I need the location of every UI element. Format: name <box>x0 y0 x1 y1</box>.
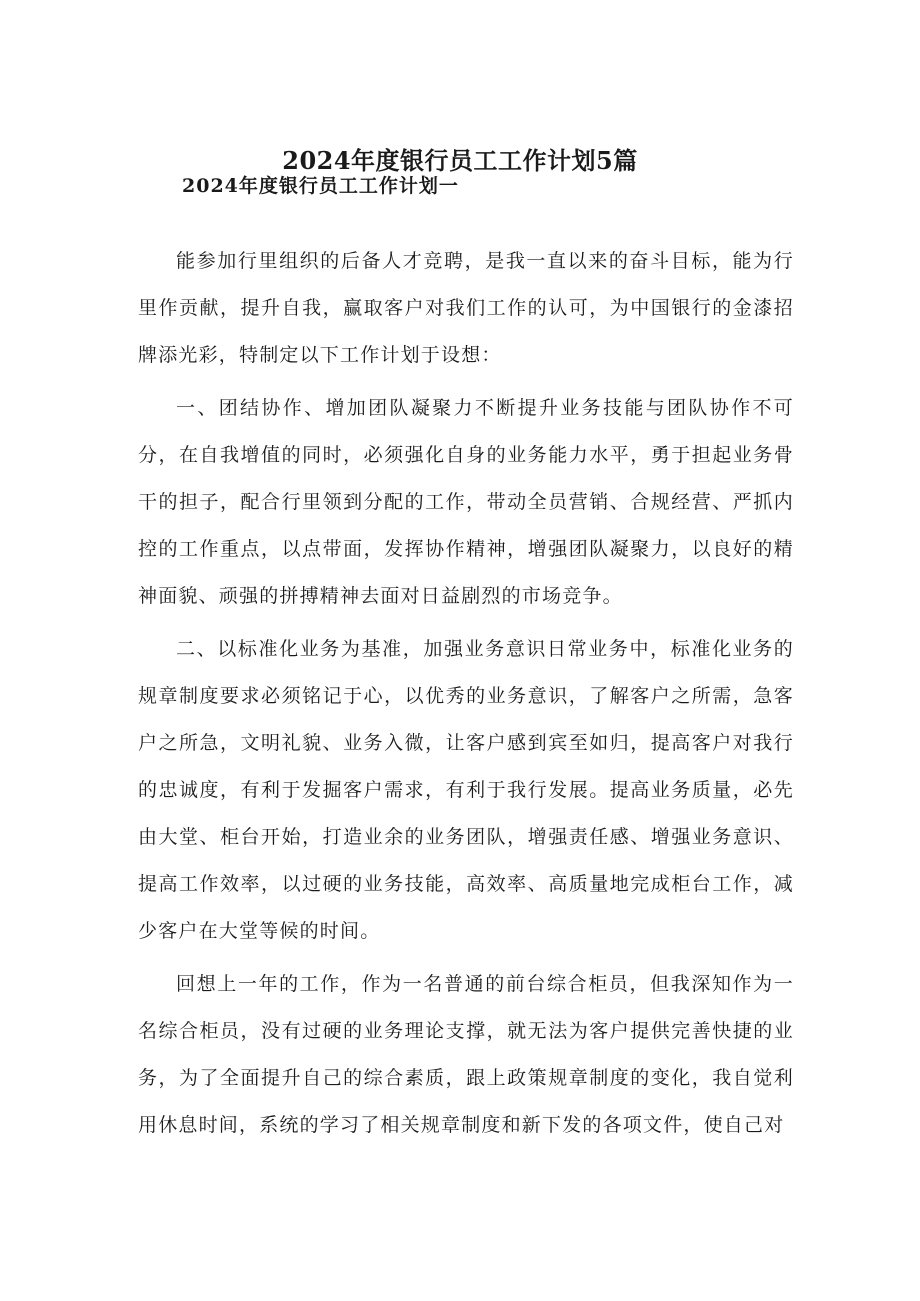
paragraph-intro: 能参加行里组织的后备人才竞聘，是我一直以来的奋斗目标，能为行里作贡献，提升自我，赢取客户对我们工作的认可，为中国银行的金漆招牌添光彩，特制定以下工作计划于设想： <box>138 250 794 366</box>
document-body <box>138 238 794 1155</box>
section-heading: 2024年度银行员工工作计划一 <box>182 175 459 197</box>
paragraph-teamwork: 一、团结协作、增加团队凝聚力不断提升业务技能与团队协作不可分，在自我增值的同时，必须强化自身的业务能力水平，勇于担起业务骨干的担子，配合行里领到分配的工作，带动全员营销、合规经营、严抓内控的工作重点，以点带面，发挥协作精神，增强团队凝聚力，以良好的精神面貌、顽强的拼搏精神去面对日益剧烈的市场竞争。 <box>138 397 794 607</box>
paragraph-standardization: 二、以标准化业务为基准，加强业务意识日常业务中，标准化业务的规章制度要求必须铭记于心，以优秀的业务意识，了解客户之所需，急客户之所急，文明礼貌、业务入微，让客户感到宾至如归，提高客户对我行的忠诚度，有利于发掘客户需求，有利于我行发展。提高业务质量，必先由大堂、柜台开始，打造业余的业务团队，增强责任感、增强业务意识、提高工作效率，以过硬的业务技能，高效率、高质量地完成柜台工作，减少客户在大堂等候的时间。 <box>138 638 794 942</box>
document-title: 2024年度银行员工工作计划5篇 <box>282 146 638 175</box>
paragraph-review: 回想上一年的工作，作为一名普通的前台综合柜员，但我深知作为一名综合柜员，没有过硬的业务理论支撑，就无法为客户提供完善快捷的业务，为了全面提升自己的综合素质，跟上政策规章制度的变化，我自觉利用休息时间，系统的学习了相关规章制度和新下发的各项文件，使自己对 <box>138 973 794 1136</box>
